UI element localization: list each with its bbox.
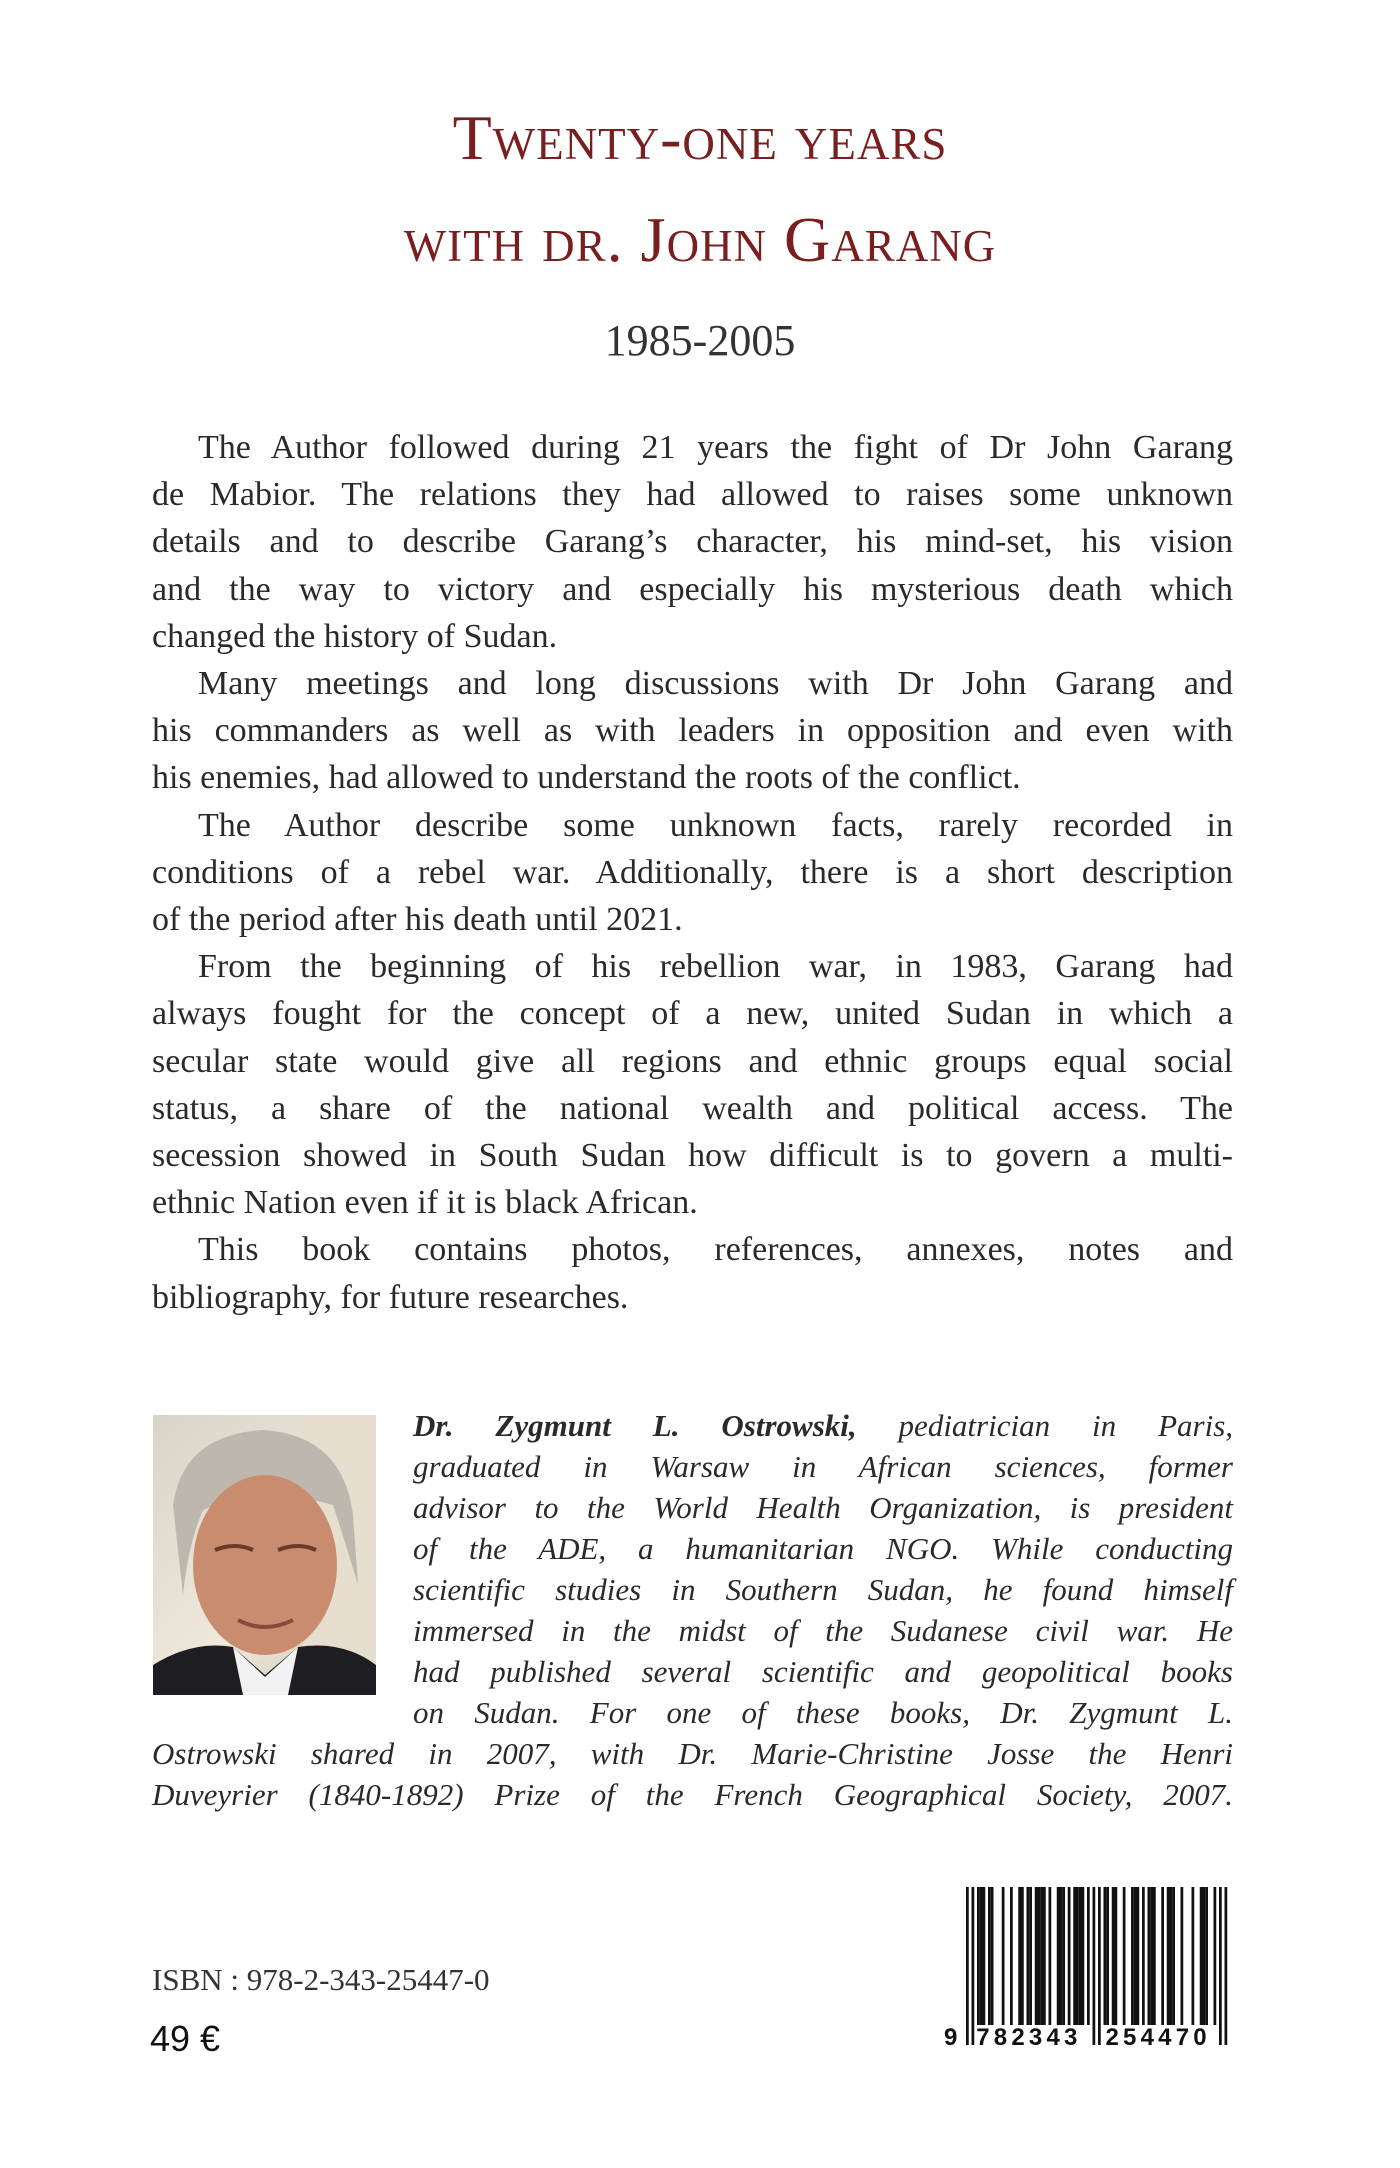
barcode-bar (1040, 1887, 1043, 2025)
barcode-bar (1112, 1887, 1115, 2025)
barcode-bar (1038, 1887, 1041, 2025)
barcode-bar (1219, 1887, 1222, 2045)
bio-line: Dr. Zygmunt L. Ostrowski, pediatrician in Paris, (413, 1408, 1234, 1443)
barcode-bar (1076, 1887, 1079, 2025)
barcode-bar (1087, 1887, 1090, 2025)
barcode-bar (1205, 1887, 1208, 2025)
description-line: Many meetings and long discussions with Dr John Garang and (198, 665, 1233, 703)
barcode-bar (1225, 1887, 1228, 2045)
barcode-bar (1073, 1887, 1076, 2025)
barcode-digits: 782343 (976, 2024, 1082, 2050)
barcode-bar (1200, 1887, 1203, 2025)
book-title-line-1: Twenty-one years (452, 102, 948, 173)
barcode-bar (1148, 1887, 1151, 2025)
description-line: details and to describe Garang’s character, his mind-set, his vision (152, 523, 1233, 561)
barcode-digits: 9 (944, 2024, 962, 2050)
bio-line: on Sudan. For one of these books, Dr. Zygmunt L. (413, 1695, 1233, 1730)
barcode-bar (1142, 1887, 1145, 2025)
barcode-bar (1137, 1887, 1140, 2025)
author-bio (152, 1405, 1233, 1815)
barcode-bar (983, 1887, 986, 2025)
barcode-bar (980, 1887, 983, 2025)
barcode-bar (1021, 1887, 1024, 2025)
description-line: bibliography, for future researches. (152, 1278, 629, 1316)
bio-line: graduated in Warsaw in African sciences, former (413, 1449, 1233, 1484)
description-line: secular state would give all regions and ethnic groups equal social (152, 1042, 1233, 1080)
barcode (940, 1885, 1240, 2050)
barcode-bar (1161, 1887, 1164, 2025)
barcode-bar (1002, 1887, 1005, 2025)
book-title-line-2: with dr. John Garang (403, 204, 997, 275)
bio-line: immersed in the midst of the Sudanese civil war. He (413, 1613, 1233, 1648)
bio-line: had published several scientific and geopolitical books (413, 1654, 1233, 1689)
description-line: de Mabior. The relations they had allowed to raises some unknown (152, 476, 1233, 514)
price: 49 € (150, 2018, 221, 2059)
barcode-bar (1062, 1887, 1065, 2025)
description-line: his commanders as well as with leaders in opposition and even with (152, 712, 1233, 750)
barcode-bar (966, 1887, 969, 2045)
barcode-digits: 254470 (1105, 2024, 1211, 2050)
isbn: ISBN : 978-2-343-25447-0 (152, 1962, 490, 1997)
barcode-bar (1170, 1887, 1173, 2025)
barcode-bar (1172, 1887, 1175, 2025)
barcode-bar (1098, 1887, 1101, 2045)
description-line: This book contains photos, references, annexes, notes and (198, 1231, 1233, 1269)
barcode-bar (977, 1887, 980, 2025)
barcode-bar (1150, 1887, 1153, 2025)
description-line: changed the history of Sudan. (152, 617, 558, 655)
bio-line: of the ADE, a humanitarian NGO. While conducting (413, 1531, 1233, 1566)
barcode-bar (1106, 1887, 1109, 2025)
book-description (152, 424, 1233, 1321)
barcode-bar (1043, 1887, 1046, 2025)
barcode-bar (1018, 1887, 1021, 2025)
barcode-bar (1029, 1887, 1032, 2025)
barcode-bar (1134, 1887, 1137, 2025)
description-line: The Author describe some unknown facts, rarely recorded in (198, 806, 1233, 844)
description-line: and the way to victory and especially his mysterious death which (152, 570, 1233, 608)
barcode-bar (972, 1887, 975, 2045)
description-line: his enemies, had allowed to understand the roots of the conflict. (152, 759, 1021, 797)
bio-line: advisor to the World Health Organization, is president (413, 1490, 1233, 1525)
barcode-bar (1203, 1887, 1206, 2025)
description-line: From the beginning of his rebellion war, in 1983, Garang had (198, 948, 1233, 986)
barcode-bar (1035, 1887, 1038, 2025)
barcode-bar (1082, 1887, 1085, 2025)
description-line: conditions of a rebel war. Additionally, there is a short description (152, 853, 1233, 891)
barcode-bar (1131, 1887, 1134, 2025)
description-line: secession showed in South Sudan how difficult is to govern a multi- (152, 1137, 1233, 1175)
barcode-bar (1153, 1887, 1156, 2025)
barcode-bar (1093, 1887, 1096, 2045)
barcode-bar (1192, 1887, 1195, 2025)
description-line: always fought for the concept of a new, united Sudan in which a (152, 995, 1233, 1033)
barcode-bar (1010, 1887, 1013, 2025)
barcode-bar (1214, 1887, 1217, 2025)
description-line: of the period after his death until 2021. (152, 901, 683, 939)
description-line: ethnic Nation even if it is black African. (152, 1184, 698, 1222)
barcode-bar (991, 1887, 994, 2025)
bio-line: scientific studies in Southern Sudan, he found himself (413, 1572, 1233, 1607)
barcode-bar (1181, 1887, 1184, 2025)
description-line: status, a share of the national wealth and political access. The (152, 1089, 1233, 1127)
barcode-bar (1123, 1887, 1126, 2025)
book-subtitle-years: 1985-2005 (604, 316, 796, 365)
barcode-bar (1115, 1887, 1118, 2025)
barcode-bar (1167, 1887, 1170, 2025)
barcode-bar (988, 1887, 991, 2025)
barcode-bar (1049, 1887, 1052, 2025)
author-name: Dr. Zygmunt L. Ostrowski, (413, 1408, 857, 1443)
barcode-bar (1027, 1887, 1030, 2025)
description-line: The Author followed during 21 years the fight of Dr John Garang (198, 429, 1233, 466)
barcode-bar (1057, 1887, 1060, 2025)
bio-line: Ostrowski shared in 2007, with Dr. Marie-Christine Josse the Henri (152, 1736, 1233, 1771)
barcode-bar (1068, 1887, 1071, 2025)
barcode-bar (1060, 1887, 1063, 2025)
barcode-bar (1079, 1887, 1082, 2025)
barcode-bar (1104, 1887, 1107, 2025)
bio-line: Duveyrier (1840-1892) Prize of the French Geographical Society, 2007. (152, 1777, 1233, 1812)
